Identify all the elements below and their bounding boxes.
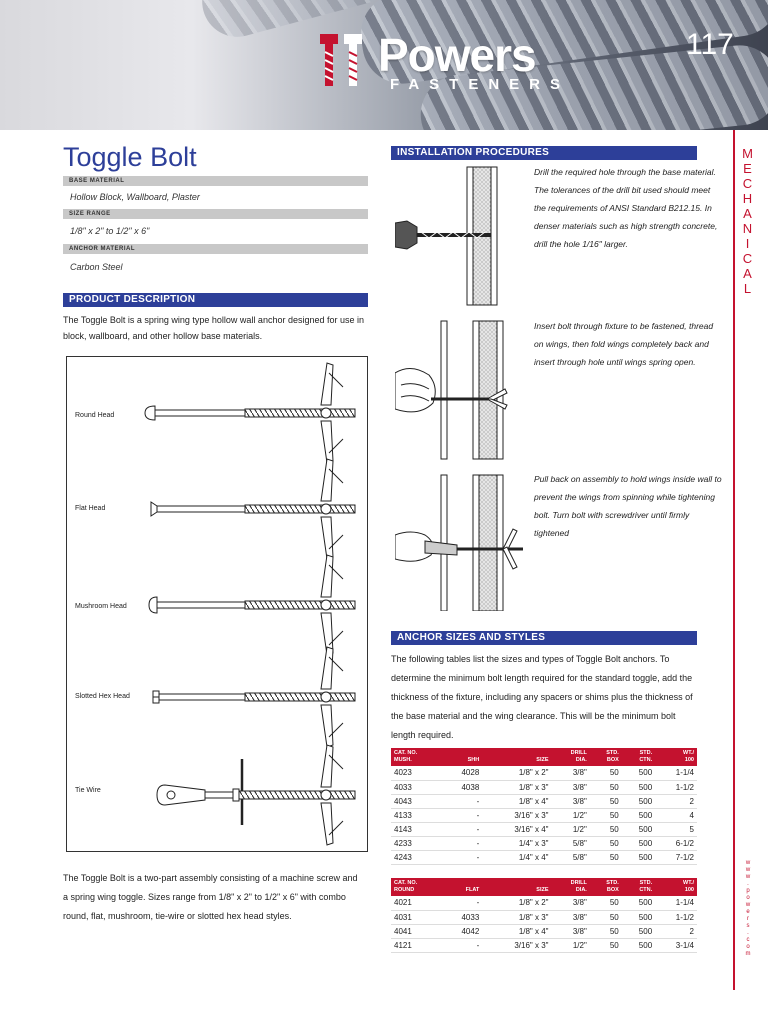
product-description-heading: PRODUCT DESCRIPTION bbox=[63, 293, 368, 307]
table-cell: 500 bbox=[622, 794, 655, 808]
size-range-value: 1/8" x 2" to 1/2" x 6" bbox=[70, 226, 150, 236]
table-cell: 4031 bbox=[391, 910, 441, 924]
round-head-label: Round Head bbox=[75, 412, 115, 419]
base-material-label: BASE MATERIAL bbox=[63, 176, 368, 186]
table-cell: 4133 bbox=[391, 808, 441, 822]
table-cell: 50 bbox=[590, 808, 622, 822]
table-cell: 5 bbox=[655, 822, 697, 836]
column-header: SIZE bbox=[482, 748, 551, 766]
table-cell: 5/8" bbox=[552, 836, 590, 850]
flat-head-label: Flat Head bbox=[75, 505, 106, 512]
table-cell: 50 bbox=[590, 924, 622, 938]
table-cell: 4038 bbox=[441, 780, 482, 794]
table-row bbox=[391, 850, 697, 864]
page-number: 117 bbox=[686, 28, 734, 61]
table-cell: 3-1/4 bbox=[655, 938, 697, 952]
column-header: CAT. NO. MUSH. bbox=[391, 748, 441, 766]
table-row bbox=[391, 808, 697, 822]
anchor-sizes-heading: ANCHOR SIZES AND STYLES bbox=[391, 631, 697, 645]
table-cell: 3/8" bbox=[552, 896, 590, 910]
installation-step-1: Drill the required hole through the base material. The tolerances of the drill bit used should meet the requirements of ANSI Standard B212.15. In denser materials such as high strength concrete, drill the hole 1/16" larger. bbox=[534, 167, 718, 249]
column-header: WT./ 100 bbox=[655, 748, 697, 766]
table-cell: 7-1/2 bbox=[655, 850, 697, 864]
table-cell: 500 bbox=[622, 910, 655, 924]
table-cell: 1/8" x 2" bbox=[482, 896, 551, 910]
table-cell: 1/8" x 4" bbox=[482, 794, 551, 808]
table-row bbox=[391, 822, 697, 836]
column-header: CAT. NO. ROUND bbox=[391, 878, 441, 896]
table-cell: 500 bbox=[622, 808, 655, 822]
header-banner bbox=[0, 0, 768, 130]
table-cell: 3/8" bbox=[552, 780, 590, 794]
column-header: DRILL DIA. bbox=[552, 748, 590, 766]
table-cell: 3/8" bbox=[552, 794, 590, 808]
product-description-text: The Toggle Bolt is a spring wing type hollow wall anchor designed for use in block, wallboard, and other hollow base materials. bbox=[63, 315, 365, 341]
table-row bbox=[391, 896, 697, 910]
table-cell: 4033 bbox=[441, 910, 482, 924]
table-cell: 4023 bbox=[391, 766, 441, 780]
size-range-label: SIZE RANGE bbox=[63, 209, 368, 219]
table-cell: 3/16" x 4" bbox=[482, 822, 551, 836]
column-header: SHH bbox=[441, 748, 482, 766]
table-cell: 50 bbox=[590, 766, 622, 780]
table-cell: 1-1/2 bbox=[655, 780, 697, 794]
brand-subtitle: FASTENERS bbox=[390, 76, 571, 93]
installation-illustrations bbox=[395, 163, 531, 611]
table-cell: 4021 bbox=[391, 896, 441, 910]
table-header-row bbox=[391, 878, 697, 896]
column-header: STD. CTN. bbox=[622, 878, 655, 896]
table-cell: 1/8" x 2" bbox=[482, 766, 551, 780]
table-cell: 4043 bbox=[391, 794, 441, 808]
installation-procedures-heading: INSTALLATION PROCEDURES bbox=[391, 146, 697, 160]
table-cell: 1/8" x 3" bbox=[482, 910, 551, 924]
table-header-row bbox=[391, 748, 697, 766]
table-cell: 2 bbox=[655, 794, 697, 808]
table-cell: 500 bbox=[622, 780, 655, 794]
column-header: SIZE bbox=[482, 878, 551, 896]
table-cell: 1/8" x 4" bbox=[482, 924, 551, 938]
column-header: STD. BOX bbox=[590, 878, 622, 896]
table-row bbox=[391, 924, 697, 938]
table-cell: 500 bbox=[622, 850, 655, 864]
table-cell: - bbox=[441, 938, 482, 952]
table-cell: 50 bbox=[590, 850, 622, 864]
table-cell: 50 bbox=[590, 836, 622, 850]
table-cell: 1/2" bbox=[552, 938, 590, 952]
table-cell: 4 bbox=[655, 808, 697, 822]
anchor-sizes-text: The following tables list the sizes and types of Toggle Bolt anchors. To determine the minimum bolt length required for the standard toggle, add the thickness of the fixture, including any spacers or shims plus the thickness of the base material and the wing clearance. This will be the minimum bolt length required. bbox=[391, 654, 693, 740]
table-cell: 1/4" x 3" bbox=[482, 836, 551, 850]
table-cell: 3/8" bbox=[552, 910, 590, 924]
table-cell: 6-1/2 bbox=[655, 836, 697, 850]
table-row bbox=[391, 780, 697, 794]
column-header: WT./ 100 bbox=[655, 878, 697, 896]
section-tab: M E C H A N I C A L bbox=[742, 146, 754, 296]
table-cell: 50 bbox=[590, 896, 622, 910]
table-row bbox=[391, 766, 697, 780]
brand-name: Powers bbox=[378, 29, 536, 81]
tie-wire-label: Tie Wire bbox=[75, 787, 101, 794]
anchor-material-value: Carbon Steel bbox=[70, 262, 123, 272]
table-cell: 500 bbox=[622, 924, 655, 938]
table-cell: 3/8" bbox=[552, 766, 590, 780]
table-cell: 500 bbox=[622, 896, 655, 910]
table-cell: 1/4" x 4" bbox=[482, 850, 551, 864]
table-row bbox=[391, 794, 697, 808]
table-cell: 50 bbox=[590, 822, 622, 836]
table-row bbox=[391, 836, 697, 850]
table-cell: - bbox=[441, 822, 482, 836]
website-url: w w w . p o w e r s . c o m bbox=[745, 860, 751, 957]
table-cell: - bbox=[441, 794, 482, 808]
table-cell: 500 bbox=[622, 836, 655, 850]
column-header: STD. CTN. bbox=[622, 748, 655, 766]
base-material-value: Hollow Block, Wallboard, Plaster bbox=[70, 192, 200, 202]
column-header: DRILL DIA. bbox=[552, 878, 590, 896]
side-divider bbox=[733, 130, 735, 990]
page-title: Toggle Bolt bbox=[63, 142, 197, 172]
table-cell: 5/8" bbox=[552, 850, 590, 864]
table-row bbox=[391, 938, 697, 952]
round-flat-size-table bbox=[391, 878, 697, 953]
powers-logo-icon bbox=[318, 30, 366, 90]
table-cell: 500 bbox=[622, 822, 655, 836]
table-cell: 4121 bbox=[391, 938, 441, 952]
table-cell: 4042 bbox=[441, 924, 482, 938]
table-cell: 4041 bbox=[391, 924, 441, 938]
anchor-material-label: ANCHOR MATERIAL bbox=[63, 244, 368, 254]
table-cell: 2 bbox=[655, 924, 697, 938]
table-cell: 1/2" bbox=[552, 808, 590, 822]
mushroom-shh-size-table bbox=[391, 748, 697, 865]
table-cell: 50 bbox=[590, 910, 622, 924]
mushroom-head-label: Mushroom Head bbox=[75, 603, 127, 610]
table-cell: 3/16" x 3" bbox=[482, 938, 551, 952]
assembly-description-text: The Toggle Bolt is a two-part assembly consisting of a machine screw and a spring wing toggle. Sizes range from 1/8" x 2" to 1/2" x 6" with combo round, flat, mushroom, tie-wire or slotted hex head styles. bbox=[63, 873, 358, 921]
table-cell: 50 bbox=[590, 780, 622, 794]
table-cell: 1-1/4 bbox=[655, 896, 697, 910]
table-cell: 1/2" bbox=[552, 822, 590, 836]
table-cell: 4033 bbox=[391, 780, 441, 794]
table-cell: - bbox=[441, 836, 482, 850]
table-cell: - bbox=[441, 808, 482, 822]
column-header: FLAT bbox=[441, 878, 482, 896]
installation-step-2: Insert bolt through fixture to be fastened, thread on wings, then fold wings completely back and insert through hole until wings spring open. bbox=[534, 321, 714, 367]
table-cell: 3/16" x 3" bbox=[482, 808, 551, 822]
table-cell: 4143 bbox=[391, 822, 441, 836]
table-cell: - bbox=[441, 896, 482, 910]
table-cell: - bbox=[441, 850, 482, 864]
column-header: STD. BOX bbox=[590, 748, 622, 766]
slotted-hex-head-label: Slotted Hex Head bbox=[75, 693, 130, 700]
head-styles-illustration bbox=[66, 356, 368, 852]
table-cell: 1-1/4 bbox=[655, 766, 697, 780]
table-cell: 1-1/2 bbox=[655, 910, 697, 924]
table-cell: 4028 bbox=[441, 766, 482, 780]
installation-step-3: Pull back on assembly to hold wings inside wall to prevent the wings from spinning while tightening bolt. Turn bolt with screwdriver until firmly tightened bbox=[534, 474, 722, 538]
table-cell: 50 bbox=[590, 794, 622, 808]
table-row bbox=[391, 910, 697, 924]
table-cell: 4243 bbox=[391, 850, 441, 864]
table-cell: 50 bbox=[590, 938, 622, 952]
table-cell: 1/8" x 3" bbox=[482, 780, 551, 794]
table-cell: 4233 bbox=[391, 836, 441, 850]
table-cell: 3/8" bbox=[552, 924, 590, 938]
table-cell: 500 bbox=[622, 766, 655, 780]
table-cell: 500 bbox=[622, 938, 655, 952]
